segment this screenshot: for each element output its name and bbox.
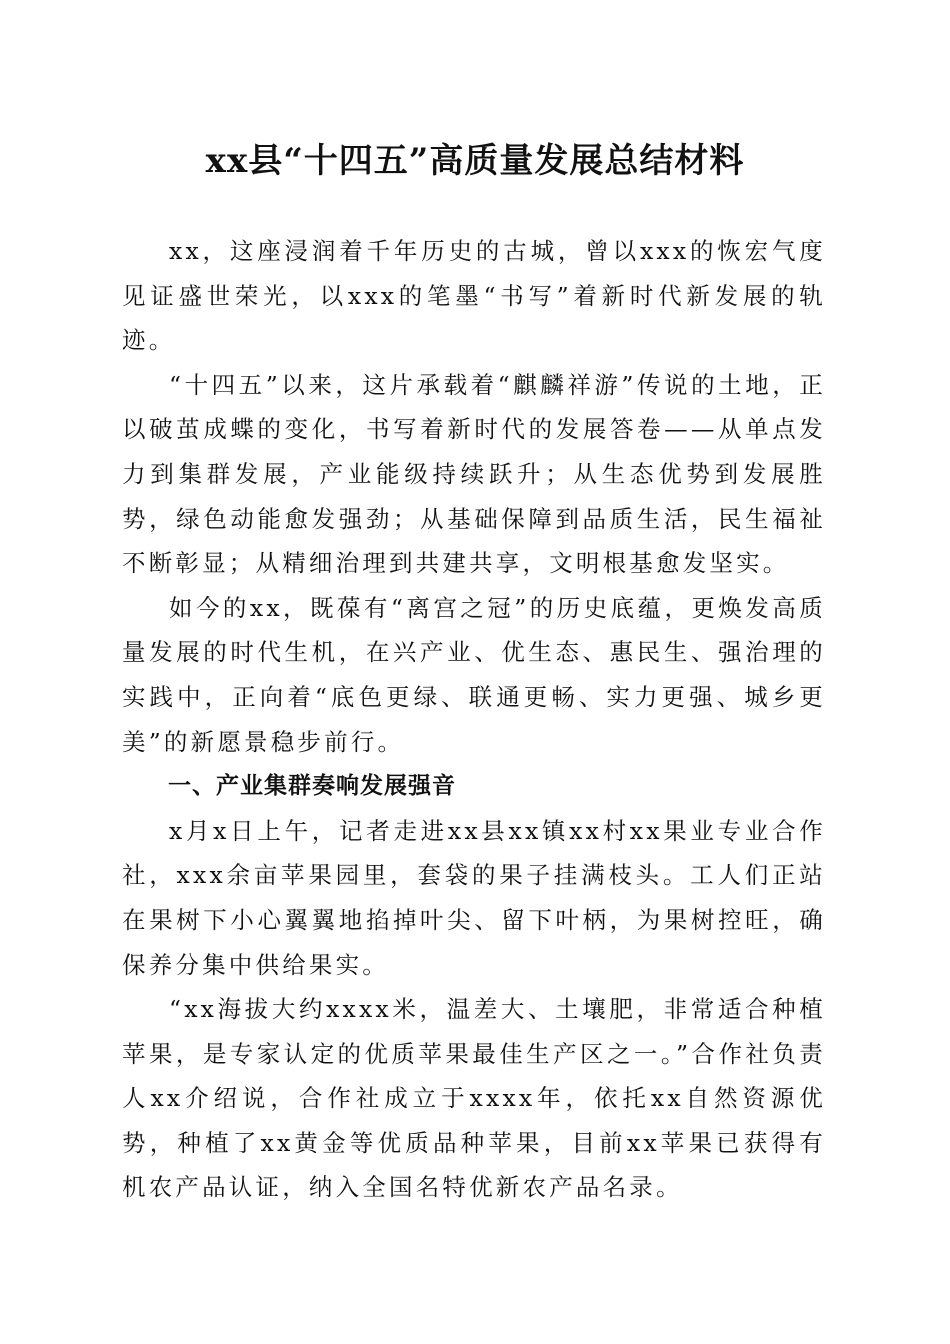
intro-paragraph-1: xx，这座浸润着千年历史的古城，曾以xxx的恢宏气度见证盛世荣光，以xxx的笔墨“书写”着新时代新发展的轨迹。	[122, 237, 826, 355]
document-title: xx县“十四五”高质量发展总结材料	[205, 141, 745, 181]
intro-paragraph-3: 如今的xx，既葆有“离宫之冠”的历史底蕴，更焕发高质量发展的时代生机，在兴产业、优生态、惠民生、强治理的实践中，正向着“底色更绿、联通更畅、实力更强、城乡更美”的新愿景稳步前行。	[122, 593, 826, 756]
section-heading-1: 一、产业集群奏响发展强音	[168, 773, 456, 800]
section-1-paragraph-2: “xx海拔大约xxxx米，温差大、土壤肥，非常适合种植苹果，是专家认定的优质苹果最佳生产区之一。”合作社负责人xx介绍说，合作社成立于xxxx年，依托xx自然资源优势，种植了xx黄金等优质品种苹果，目前xx苹果已获得有机农产品认证，纳入全国名特优新农产品名录。	[122, 995, 826, 1202]
section-1-paragraph-1: x月x日上午，记者走进xx县xx镇xx村xx果业专业合作社，xxx余亩苹果园里，套袋的果子挂满枝头。工人们正站在果树下小心翼翼地掐掉叶尖、留下叶柄，为果树控旺，确保养分集中供给果实。	[122, 816, 826, 979]
document-body	[122, 229, 826, 1210]
intro-paragraph-2: “十四五”以来，这片承载着“麒麟祥游”传说的土地，正以破茧成蝶的变化，书写着新时代的发展答卷——从单点发力到集群发展，产业能级持续跃升；从生态优势到发展胜势，绿色动能愈发强劲；从基础保障到品质生活，民生福祉不断彰显；从精细治理到共建共享，文明根基愈发坚实。	[122, 370, 826, 578]
